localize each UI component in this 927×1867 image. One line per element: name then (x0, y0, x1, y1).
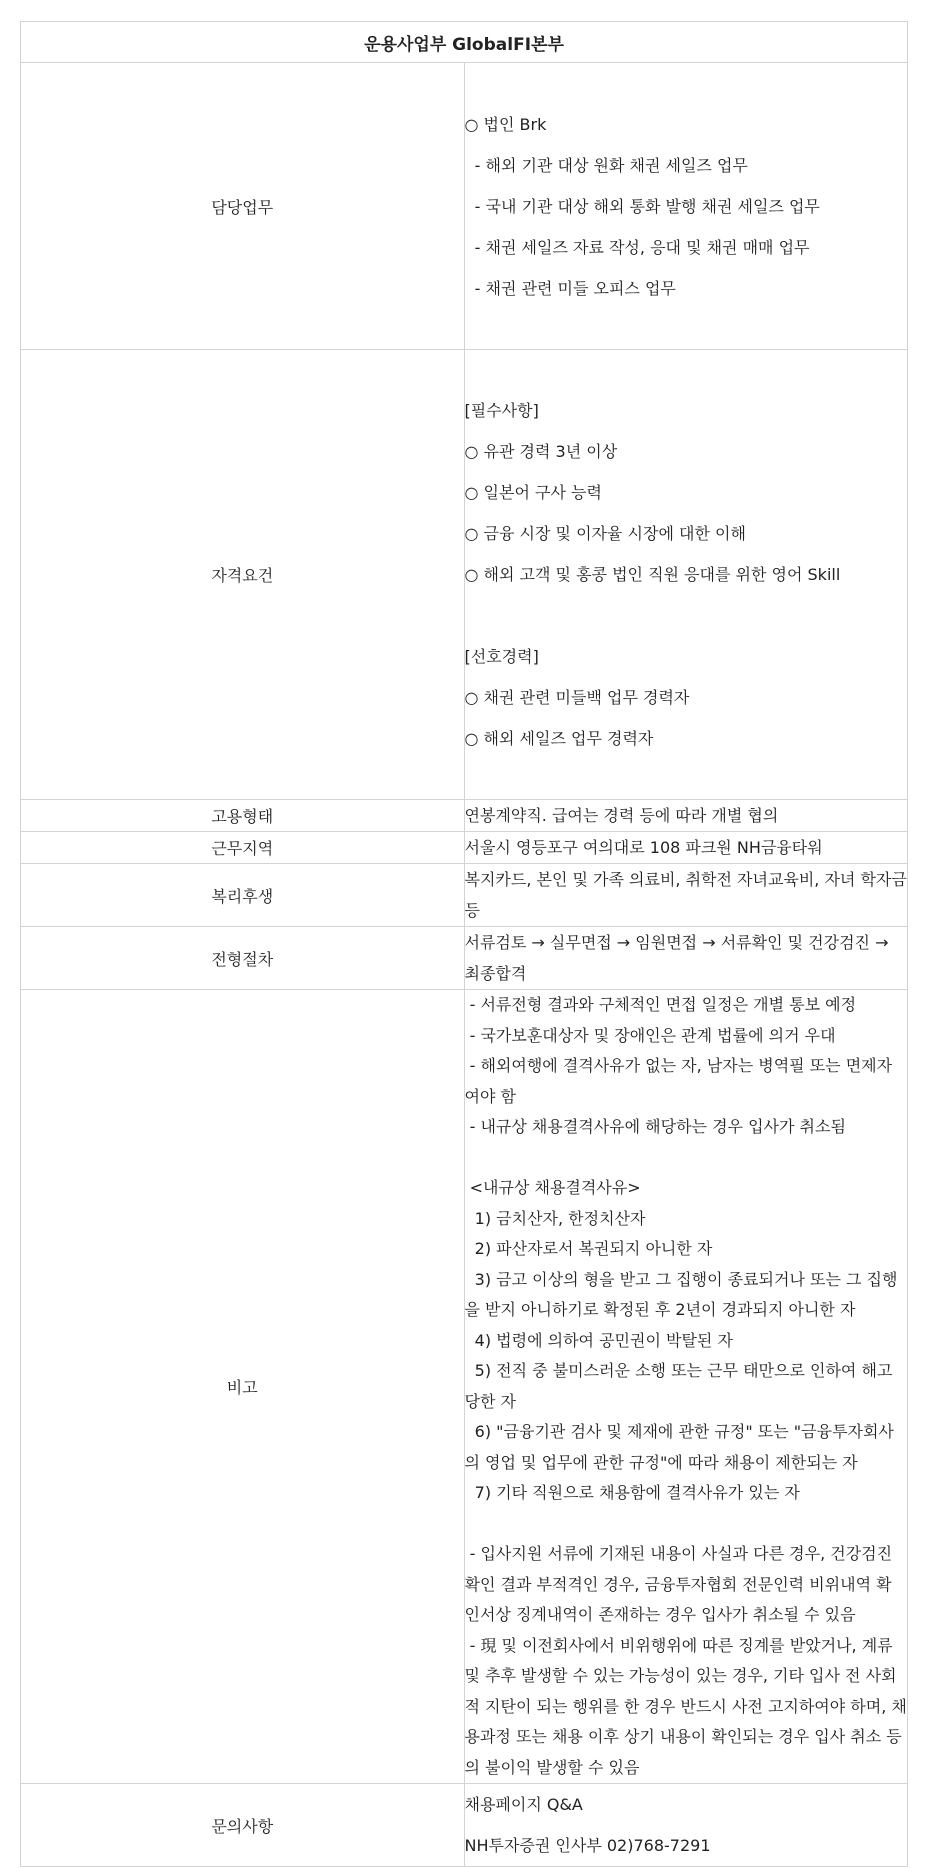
process-row (21, 927, 908, 990)
benefits-row (21, 864, 908, 927)
remarks-line (465, 1143, 908, 1174)
duties-label: 담당업무 (21, 63, 465, 350)
qualifications-row (21, 350, 908, 800)
remarks-line: 6) "금융기관 검사 및 제재에 관한 규정" 또는 "금융투자회사의 영업 및 업무에 관한 규정"에 따라 채용이 제한되는 자 (464, 1422, 894, 1472)
remarks-line: 1) 금치산자, 한정치산자 (464, 1208, 646, 1228)
qualification-line: ○ 채권 관련 미들백 업무 경력자 (464, 688, 690, 707)
remarks-line: 7) 기타 직원으로 채용함에 결격사유가 있는 자 (464, 1483, 800, 1502)
qualification-line (465, 595, 908, 636)
remarks-line: 2) 파산자로서 복권되지 아니한 자 (464, 1239, 713, 1258)
remarks-line: <내규상 채용결격사유> (464, 1178, 641, 1197)
duties-line: - 해외 기관 대상 원화 채권 세일즈 업무 (464, 155, 748, 175)
qualification-line: [필수사항] (464, 401, 539, 420)
posting-title: 운용사업부 GlobalFI본부 (21, 22, 908, 63)
duties-line: - 국내 기관 대상 해외 통화 발행 채권 세일즈 업무 (464, 196, 820, 216)
qualification-line: ○ 일본어 구사 능력 (464, 483, 602, 502)
qualification-line: [선호경력] (464, 647, 539, 666)
remarks-content (464, 990, 908, 1784)
remarks-line: - 서류전형 결과와 구체적인 면접 일정은 개별 통보 예정 (464, 995, 857, 1014)
duties-line: - 채권 세일즈 자료 작성, 응대 및 채권 매매 업무 (464, 237, 810, 257)
benefits-label: 복리후생 (21, 864, 465, 927)
location-row (21, 832, 908, 864)
contact-row (21, 1784, 908, 1867)
duties-line: ○ 법인 Brk (464, 114, 547, 134)
qualification-line: ○ 해외 세일즈 업무 경력자 (464, 729, 654, 748)
remarks-line: - 내규상 채용결격사유에 해당하는 경우 입사가 취소됨 (464, 1117, 846, 1136)
remarks-line (465, 1509, 908, 1540)
contact-label: 문의사항 (21, 1784, 465, 1867)
employment-type-row (21, 800, 908, 832)
duties-content (464, 63, 908, 350)
remarks-line: - 해외여행에 결격사유가 없는 자, 남자는 병역필 또는 면제자여야 함 (464, 1056, 893, 1106)
title-row (21, 22, 908, 63)
qualification-line: ○ 해외 고객 및 홍콩 법인 직원 응대를 위한 영어 Skill (464, 565, 841, 584)
employment-type-value: 연봉계약직. 급여는 경력 등에 따라 개별 협의 (464, 800, 908, 832)
remarks-label: 비고 (21, 990, 465, 1784)
remarks-line: - 국가보훈대상자 및 장애인은 관계 법률에 의거 우대 (464, 1025, 836, 1045)
contact-content (464, 1784, 908, 1867)
qualification-line: ○ 유관 경력 3년 이상 (464, 442, 618, 461)
duties-line: - 채권 관련 미들 오피스 업무 (464, 278, 676, 298)
remarks-line: 4) 법령에 의하여 공민권이 박탈된 자 (464, 1330, 733, 1350)
qualifications-label: 자격요건 (21, 350, 465, 800)
process-label: 전형절차 (21, 927, 465, 990)
remarks-line: - 입사지원 서류에 기재된 내용이 사실과 다른 경우, 건강검진 확인 결과 부적격인 경우, 금융투자협회 전문인력 비위내역 확인서상 징계내역이 존재하는 경우 입사가 취소될 수 있음 (464, 1544, 898, 1624)
contact-line: 채용페이지 Q&A (464, 1795, 583, 1814)
remarks-line: 5) 전직 중 불미스러운 소행 또는 근무 태만으로 인하여 해고당한 자 (464, 1361, 893, 1411)
remarks-line: 3) 금고 이상의 형을 받고 그 집행이 종료되거나 또는 그 집행을 받지 아니하기로 확정된 후 2년이 경과되지 아니한 자 (464, 1269, 898, 1319)
remarks-row (21, 990, 908, 1784)
benefits-value: 복지카드, 본인 및 가족 의료비, 취학전 자녀교육비, 자녀 학자금 등 (464, 864, 908, 927)
qualification-line: ○ 금융 시장 및 이자율 시장에 대한 이해 (464, 524, 746, 543)
remarks-line: - 現 및 이전회사에서 비위행위에 따른 징계를 받았거나, 계류 및 추후 발생할 수 있는 가능성이 있는 경우, 기타 입사 전 사회적 지탄이 되는 행위를 한 경우 반드시 사전 고지하여야 하며, 채용과정 또는 채용 이후 상기 내용이 확인되는 경우 입사 취소 등의 불이익 발생할 수 있음 (464, 1635, 907, 1777)
job-posting-table (20, 21, 908, 1867)
location-label: 근무지역 (21, 832, 465, 864)
contact-line: NH투자증권 인사부 02)768-7291 (464, 1836, 711, 1855)
qualifications-content (464, 350, 908, 800)
employment-type-label: 고용형태 (21, 800, 465, 832)
duties-row (21, 63, 908, 350)
process-value: 서류검토 → 실무면접 → 임원면접 → 서류확인 및 건강검진 → 최종합격 (464, 927, 908, 990)
location-value: 서울시 영등포구 여의대로 108 파크원 NH금융타워 (464, 832, 908, 864)
